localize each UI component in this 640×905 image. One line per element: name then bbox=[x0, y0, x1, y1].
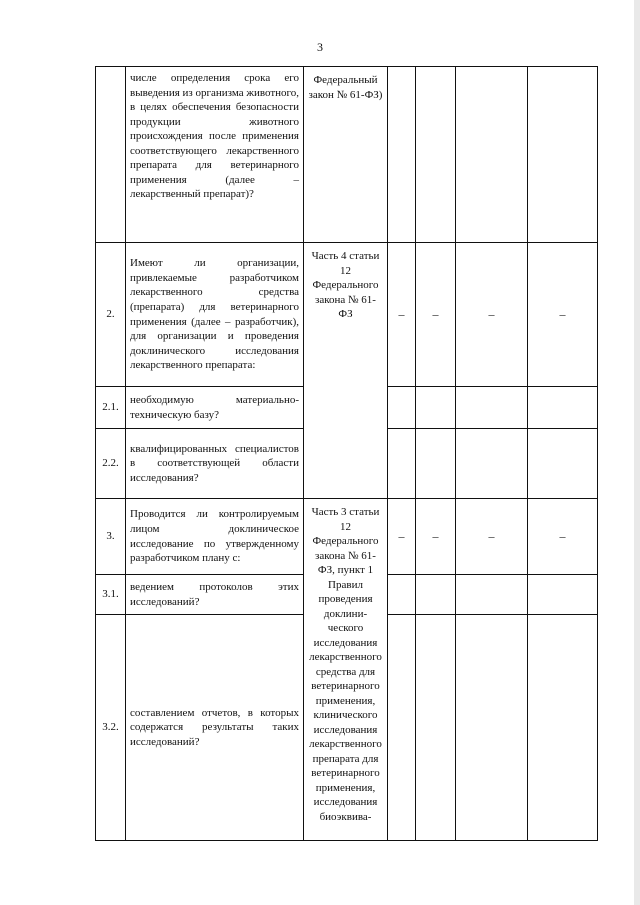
question-text: квалифицированных специалистов в соответствующей области исследования? bbox=[126, 429, 304, 499]
answer-cell-na[interactable]: – bbox=[456, 243, 528, 387]
row-number: 2.2. bbox=[96, 429, 126, 499]
row-number: 3.2. bbox=[96, 615, 126, 841]
legal-reference bbox=[304, 499, 388, 841]
answer-cell-no[interactable] bbox=[416, 429, 456, 499]
question-text: Проводится ли контролируемым лицом доклиническое исследование по утвержденному разработчиком плану с: bbox=[126, 499, 304, 575]
legal-reference-text: Часть 3 статьи 12 Федерального закона № 61-ФЗ, пункт 1 Правил проведения доклини-ческого исследования лекарственного средства для ветеринарного применения, клинического исследования лекарственного препарата для ветеринарного применения, исследования биоэквива- bbox=[309, 506, 382, 823]
answer-cell-no[interactable]: – bbox=[416, 499, 456, 575]
answer-cell-na[interactable] bbox=[456, 429, 528, 499]
legal-reference-text: Часть 4 статьи 12 Федерального закона № 61-ФЗ bbox=[311, 250, 380, 321]
answer-cell-no[interactable]: – bbox=[416, 243, 456, 387]
question-text: Имеют ли организации, привлекаемые разработчиком лекарственного средства (препарата) для ветеринарного применения (далее – разработчик), для организации и проведения доклинического исследования лекарственного препарата: bbox=[126, 243, 304, 387]
row-number: 3.1. bbox=[96, 575, 126, 615]
answer-cell-yes[interactable] bbox=[388, 575, 416, 615]
table-row bbox=[96, 499, 598, 575]
answer-cell-na[interactable] bbox=[456, 387, 528, 429]
answer-cell-yes[interactable] bbox=[388, 387, 416, 429]
answer-cell-note[interactable] bbox=[528, 429, 598, 499]
question-text: составлением отчетов, в которых содержатся результаты таких исследований? bbox=[126, 615, 304, 841]
row-number: 3. bbox=[96, 499, 126, 575]
answer-cell-na[interactable] bbox=[456, 67, 528, 243]
answer-cell-na[interactable] bbox=[456, 575, 528, 615]
answer-cell-no[interactable] bbox=[416, 575, 456, 615]
answer-cell-note[interactable] bbox=[528, 575, 598, 615]
answer-cell-note[interactable]: – bbox=[528, 499, 598, 575]
answer-cell-yes[interactable]: – bbox=[388, 499, 416, 575]
legal-reference bbox=[304, 243, 388, 499]
answer-cell-yes[interactable] bbox=[388, 615, 416, 841]
answer-cell-yes[interactable] bbox=[388, 429, 416, 499]
legal-reference: Федеральный закон № 61-ФЗ) bbox=[304, 67, 388, 243]
answer-cell-yes[interactable] bbox=[388, 67, 416, 243]
row-number: 2. bbox=[96, 243, 126, 387]
answer-cell-note[interactable] bbox=[528, 615, 598, 841]
answer-cell-na[interactable]: – bbox=[456, 499, 528, 575]
scan-edge-shadow bbox=[634, 0, 640, 905]
answer-cell-no[interactable] bbox=[416, 387, 456, 429]
answer-cell-note[interactable] bbox=[528, 387, 598, 429]
answer-cell-no[interactable] bbox=[416, 615, 456, 841]
page-number: 3 bbox=[317, 40, 323, 54]
answer-cell-no[interactable] bbox=[416, 67, 456, 243]
question-text: необходимую материально-техническую базу? bbox=[126, 387, 304, 429]
answer-cell-note[interactable] bbox=[528, 67, 598, 243]
answer-cell-note[interactable]: – bbox=[528, 243, 598, 387]
answer-cell-na[interactable] bbox=[456, 615, 528, 841]
checklist-table bbox=[95, 66, 598, 841]
table-row bbox=[96, 243, 598, 387]
question-text: ведением протоколов этих исследований? bbox=[126, 575, 304, 615]
row-number bbox=[96, 67, 126, 243]
answer-cell-yes[interactable]: – bbox=[388, 243, 416, 387]
row-number: 2.1. bbox=[96, 387, 126, 429]
table-row bbox=[96, 67, 598, 243]
question-text: числе определения срока его выведения из организма животного, в целях обеспечения безопасности продукции животного происхождения после применения соответствующего лекарственного препарата для ветеринарного применения (далее – лекарственный препарат)? bbox=[126, 67, 304, 243]
